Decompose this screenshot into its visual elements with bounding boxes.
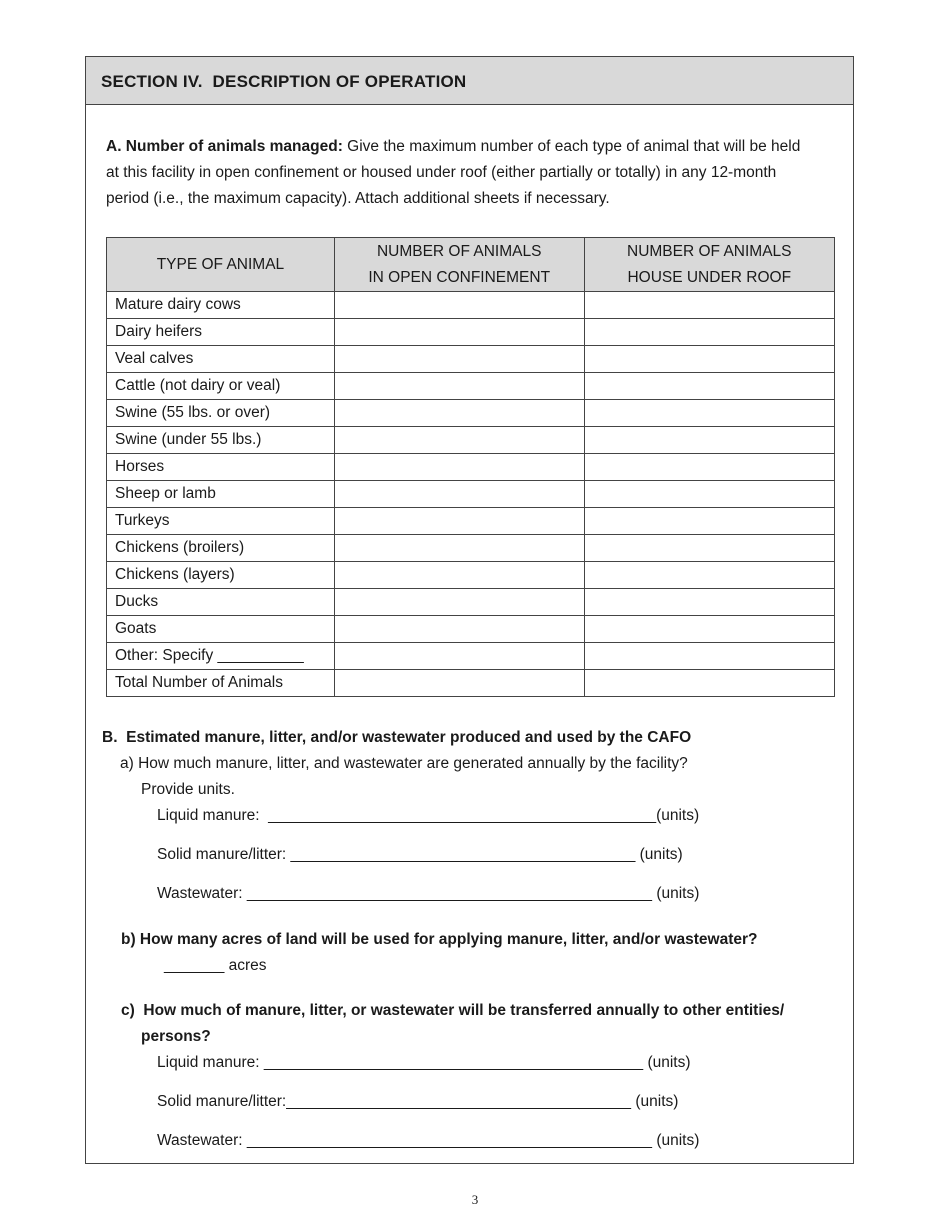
under-roof-cell[interactable] [584, 535, 834, 562]
open-confinement-cell[interactable] [334, 535, 584, 562]
open-confinement-cell[interactable] [334, 562, 584, 589]
part-b-heading: B. Estimated manure, litter, and/or wastewater produced and used by the CAFO [102, 729, 692, 746]
header-under-roof: NUMBER OF ANIMALS HOUSE UNDER ROOF [584, 238, 834, 292]
animals-table [106, 237, 835, 697]
animals-table-body [107, 292, 835, 697]
open-confinement-cell[interactable] [334, 400, 584, 427]
open-confinement-cell[interactable] [334, 373, 584, 400]
part-a-label: A. Number of animals managed: [106, 138, 343, 155]
question-b: b) How many acres of land will be used for applying manure, litter, and/or wastewater? [121, 931, 758, 948]
open-confinement-cell[interactable] [334, 454, 584, 481]
table-row [107, 292, 835, 319]
animal-type-cell: Cattle (not dairy or veal) [107, 373, 335, 400]
qa-wastewater-field[interactable]: Wastewater: _______________________________________________ (units) [157, 885, 700, 902]
qb-acres-field[interactable]: _______ acres [164, 957, 267, 974]
table-row [107, 454, 835, 481]
open-confinement-cell[interactable] [334, 643, 584, 670]
under-roof-cell[interactable] [584, 481, 834, 508]
under-roof-cell[interactable] [584, 292, 834, 319]
animal-type-cell: Veal calves [107, 346, 335, 373]
animal-type-cell: Total Number of Animals [107, 670, 335, 697]
open-confinement-cell[interactable] [334, 670, 584, 697]
animal-type-cell: Swine (under 55 lbs.) [107, 427, 335, 454]
under-roof-cell[interactable] [584, 454, 834, 481]
under-roof-cell[interactable] [584, 427, 834, 454]
animal-type-cell: Sheep or lamb [107, 481, 335, 508]
animal-type-cell: Goats [107, 616, 335, 643]
question-c-cont: persons? [141, 1028, 211, 1045]
table-row [107, 481, 835, 508]
animal-type-cell: Mature dairy cows [107, 292, 335, 319]
under-roof-cell[interactable] [584, 400, 834, 427]
table-row [107, 346, 835, 373]
part-a-text: Give the maximum number of each type of animal that will be held at this facility in open confinement or housed under roof (either partially or totally) in any 12-month period (i.e., the maximum capacity). Attach additional sheets if necessary. [106, 138, 801, 207]
table-row [107, 319, 835, 346]
table-row [107, 508, 835, 535]
qc-liquid-manure-field[interactable]: Liquid manure: ____________________________________________ (units) [157, 1054, 691, 1071]
animal-type-cell: Swine (55 lbs. or over) [107, 400, 335, 427]
table-row [107, 400, 835, 427]
open-confinement-cell[interactable] [334, 292, 584, 319]
question-c: c) How much of manure, litter, or wastewater will be transferred annually to other entities/ [121, 1002, 785, 1019]
under-roof-cell[interactable] [584, 373, 834, 400]
section-title: SECTION IV. DESCRIPTION OF OPERATION [101, 72, 467, 91]
under-roof-cell[interactable] [584, 562, 834, 589]
qa-solid-manure-field[interactable]: Solid manure/litter: ________________________________________ (units) [157, 846, 683, 863]
animal-type-cell: Ducks [107, 589, 335, 616]
open-confinement-cell[interactable] [334, 589, 584, 616]
under-roof-cell[interactable] [584, 319, 834, 346]
page-number: 3 [471, 1192, 479, 1207]
animal-type-cell: Chickens (layers) [107, 562, 335, 589]
table-row [107, 535, 835, 562]
open-confinement-cell[interactable] [334, 481, 584, 508]
section-header [86, 57, 853, 105]
animal-type-cell: Horses [107, 454, 335, 481]
table-row [107, 670, 835, 697]
qa-liquid-manure-field[interactable]: Liquid manure: _____________________________________________(units) [157, 807, 700, 824]
under-roof-cell[interactable] [584, 346, 834, 373]
under-roof-cell[interactable] [584, 643, 834, 670]
under-roof-cell[interactable] [584, 670, 834, 697]
animal-type-cell: Chickens (broilers) [107, 535, 335, 562]
table-row [107, 643, 835, 670]
header-type-of-animal: TYPE OF ANIMAL [107, 238, 335, 292]
open-confinement-cell[interactable] [334, 616, 584, 643]
animal-type-cell: Turkeys [107, 508, 335, 535]
open-confinement-cell[interactable] [334, 346, 584, 373]
open-confinement-cell[interactable] [334, 319, 584, 346]
open-confinement-cell[interactable] [334, 508, 584, 535]
question-a-cont: Provide units. [141, 781, 235, 798]
under-roof-cell[interactable] [584, 508, 834, 535]
part-a-intro [106, 134, 806, 212]
qc-solid-manure-field[interactable]: Solid manure/litter:________________________________________ (units) [157, 1093, 679, 1110]
under-roof-cell[interactable] [584, 616, 834, 643]
under-roof-cell[interactable] [584, 589, 834, 616]
header-open-confinement: NUMBER OF ANIMALS IN OPEN CONFINEMENT [334, 238, 584, 292]
table-header-row [107, 238, 835, 292]
table-row [107, 562, 835, 589]
animal-type-cell: Dairy heifers [107, 319, 335, 346]
table-row [107, 373, 835, 400]
table-row [107, 616, 835, 643]
qc-wastewater-field[interactable]: Wastewater: _______________________________________________ (units) [157, 1132, 700, 1149]
table-row [107, 427, 835, 454]
animal-type-cell: Other: Specify __________ [107, 643, 335, 670]
section-frame [85, 56, 854, 1164]
open-confinement-cell[interactable] [334, 427, 584, 454]
table-row [107, 589, 835, 616]
question-a: a) How much manure, litter, and wastewater are generated annually by the facility? [120, 755, 688, 772]
